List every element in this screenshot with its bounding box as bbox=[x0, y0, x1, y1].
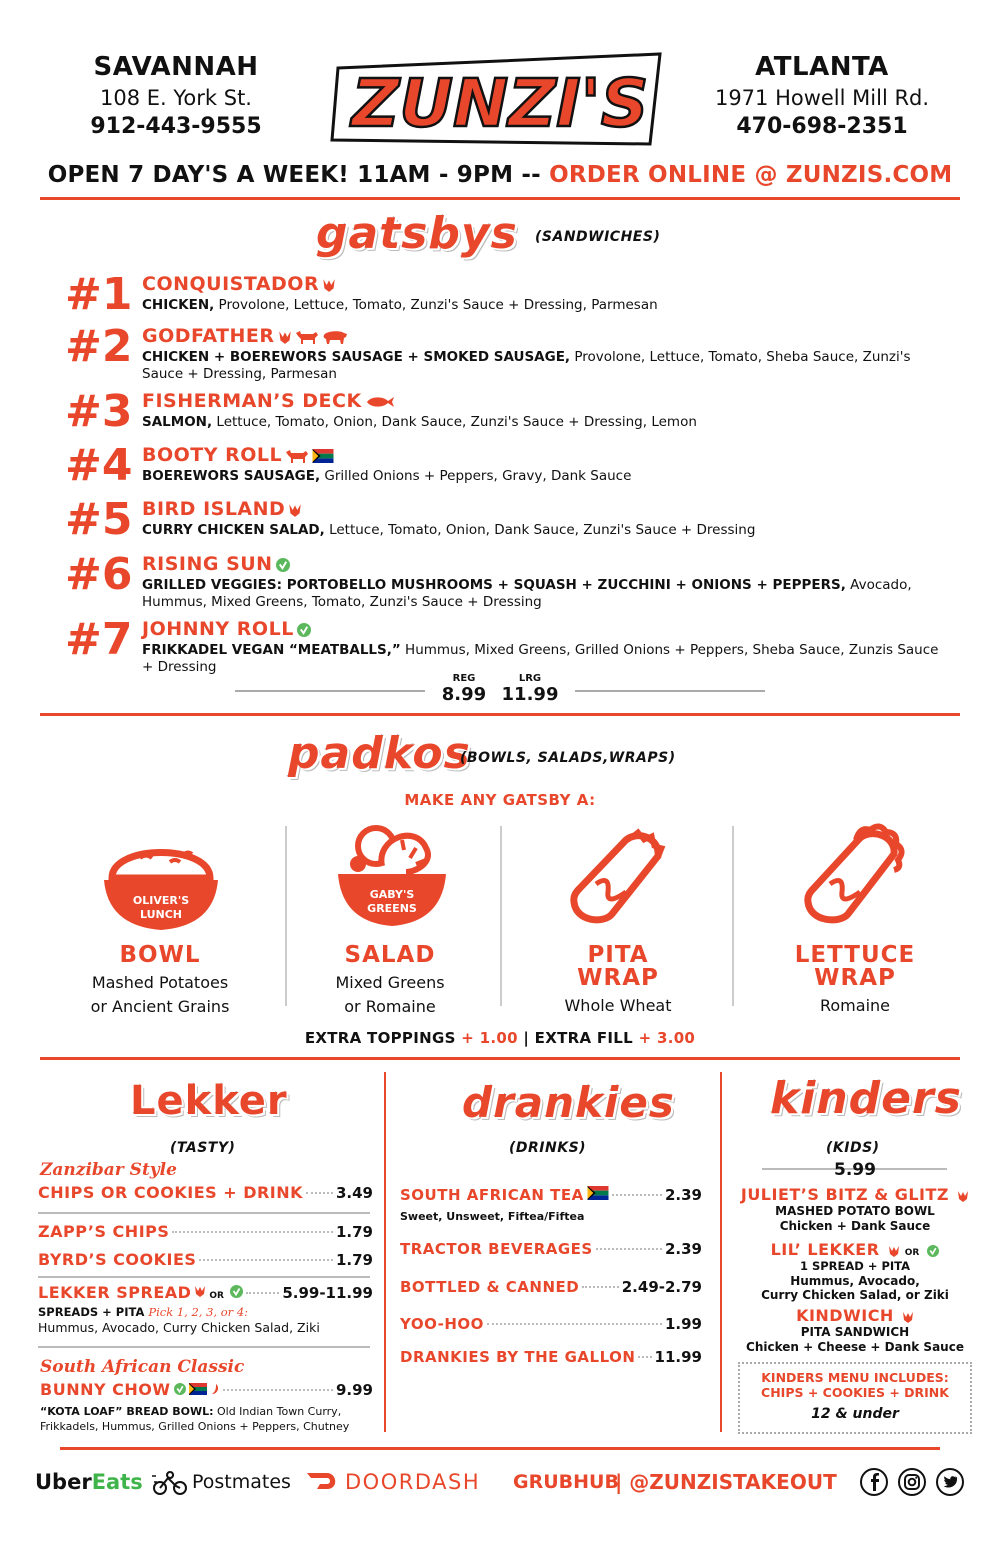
item-name bbox=[142, 273, 336, 295]
option-desc: or Ancient Grains bbox=[90, 997, 230, 1016]
item-price: 2.49-2.79 bbox=[621, 1278, 702, 1296]
item-number: #3 bbox=[65, 386, 133, 437]
item-name bbox=[142, 618, 311, 640]
vegan-icon bbox=[174, 1383, 186, 1395]
option-lettuce-wrap bbox=[745, 944, 965, 1018]
salad-icon bbox=[336, 818, 448, 930]
divider bbox=[575, 690, 765, 692]
kinders-item bbox=[730, 1306, 980, 1355]
item-description bbox=[142, 468, 942, 485]
divider bbox=[40, 1057, 960, 1060]
option-desc: Mixed Greens bbox=[335, 973, 445, 992]
item-name: DRANKIES BY THE GALLON bbox=[400, 1348, 636, 1366]
footer bbox=[35, 1462, 965, 1502]
menu-row bbox=[38, 1250, 373, 1269]
postmates-text: Postmates bbox=[192, 1471, 291, 1493]
item-name: BOTTLED & CANNED bbox=[400, 1278, 580, 1296]
drink-row bbox=[400, 1240, 702, 1258]
dot-leader bbox=[638, 1356, 651, 1358]
item-name-text: JOHNNY ROLL bbox=[142, 618, 294, 640]
kinders-item bbox=[730, 1240, 980, 1302]
bowl-badge-line2: LUNCH bbox=[139, 908, 183, 921]
option-name: LETTUCE WRAP bbox=[794, 942, 916, 991]
divider bbox=[732, 826, 734, 1006]
kinders-item bbox=[730, 1185, 980, 1234]
chicken-icon bbox=[278, 329, 292, 345]
vegan-icon bbox=[276, 558, 290, 572]
dot-leader bbox=[612, 1194, 662, 1196]
lrg-price: 11.99 bbox=[501, 684, 559, 705]
item-name: ZAPP’S CHIPS bbox=[38, 1222, 170, 1241]
salad-badge-line2: GREENS bbox=[367, 902, 417, 915]
item-desc-bold: CHICKEN, bbox=[142, 297, 215, 313]
item-desc: Grilled Onions + Peppers, Gravy, Dank Sauce bbox=[320, 468, 632, 484]
lettuce-wrap-icon bbox=[800, 822, 912, 930]
item-price: 1.99 bbox=[664, 1315, 702, 1333]
grubhub-logo[interactable]: GRUBHUB bbox=[513, 1471, 619, 1493]
or-text: OR bbox=[209, 1291, 224, 1301]
item-desc: Lettuce, Tomato, Onion, Dank Sauce, Zunzi's Sauce + Dressing, Lemon bbox=[212, 414, 697, 430]
drink-row bbox=[400, 1186, 702, 1204]
drink-row bbox=[400, 1315, 702, 1333]
extra-fill-price: + 3.00 bbox=[638, 1029, 696, 1047]
chicken-icon bbox=[902, 1310, 914, 1324]
item-name-text: CONQUISTADOR bbox=[142, 273, 320, 295]
item-name-text: RISING SUN bbox=[142, 553, 273, 575]
option-desc: or Romaine bbox=[344, 997, 436, 1016]
zanzibar-style-label: Zanzibar Style bbox=[40, 1160, 177, 1180]
south-african-classic-label: South African Classic bbox=[40, 1357, 245, 1377]
gatsbys-subtitle: (SANDWICHES) bbox=[535, 229, 661, 245]
item-description bbox=[142, 642, 942, 676]
reg-label: REG bbox=[452, 673, 476, 684]
drankies-title: drankies bbox=[462, 1078, 675, 1127]
spread-description bbox=[38, 1305, 378, 1336]
item-name bbox=[142, 553, 290, 575]
divider bbox=[384, 1072, 386, 1432]
lekker-title: Lekker bbox=[130, 1078, 288, 1124]
item-number: #7 bbox=[65, 614, 133, 665]
city-name: SAVANNAH bbox=[93, 52, 259, 82]
item-desc-bold: BOEREWORS SAUSAGE, bbox=[142, 468, 321, 484]
age-limit: 12 & under bbox=[811, 1406, 899, 1422]
menu-row bbox=[40, 1380, 373, 1399]
option-pita-wrap bbox=[508, 944, 728, 1018]
chicken-icon bbox=[957, 1189, 969, 1203]
divider bbox=[38, 1212, 370, 1214]
chicken-icon bbox=[288, 502, 302, 518]
item-description bbox=[142, 297, 942, 314]
spread-sub2: Hummus, Avocado, Curry Chicken Salad, Ziki bbox=[38, 1320, 320, 1335]
item-price: 1.79 bbox=[335, 1251, 373, 1269]
dot-leader bbox=[582, 1286, 619, 1288]
or-text: OR bbox=[904, 1248, 920, 1258]
hours-banner bbox=[0, 162, 1000, 188]
drink-row bbox=[400, 1278, 702, 1296]
item-name-text: FISHERMAN’S DECK bbox=[142, 390, 362, 412]
item-desc-bold: FRIKKADEL VEGAN “MEATBALLS,” bbox=[142, 642, 401, 658]
box-line: CHIPS + COOKIES + DRINK bbox=[761, 1385, 949, 1400]
menu-row bbox=[38, 1183, 373, 1202]
option-desc: Whole Wheat bbox=[564, 996, 672, 1015]
extra-fill-label: EXTRA FILL bbox=[534, 1029, 634, 1047]
item-description bbox=[142, 414, 942, 431]
make-any-gatsby: MAKE ANY GATSBY A: bbox=[404, 791, 596, 809]
address: 108 E. York St. bbox=[100, 86, 252, 110]
chicken-icon bbox=[888, 1244, 900, 1258]
doordash-icon bbox=[305, 1471, 339, 1493]
item-name: LEKKER SPREAD bbox=[38, 1283, 192, 1302]
item-desc-bold: GRILLED VEGGIES: PORTOBELLO MUSHROOMS + SQUASH + ZUCCHINI + ONIONS + PEPPERS, bbox=[142, 577, 846, 593]
dot-leader bbox=[306, 1192, 333, 1194]
item-desc: Hummus, Mixed Greens, Grilled Onions + Peppers, Sheba Sauce, Zunzis Sauce + Dressing bbox=[142, 642, 939, 675]
item-name-text: GODFATHER bbox=[142, 325, 275, 347]
uber-eats-logo[interactable] bbox=[35, 1470, 150, 1494]
savannah-location bbox=[66, 52, 286, 139]
item-name-text: BOOTY ROLL bbox=[142, 444, 283, 466]
item-line: MASHED POTATO BOWL bbox=[775, 1204, 935, 1218]
item-name: BUNNY CHOW bbox=[40, 1380, 171, 1399]
phone-number[interactable]: 470-698-2351 bbox=[736, 114, 908, 139]
south-africa-flag-icon bbox=[189, 1383, 207, 1395]
item-price: 3.49 bbox=[335, 1184, 373, 1202]
extras-separator: | bbox=[517, 1029, 535, 1047]
fish-icon bbox=[365, 395, 395, 409]
item-name: TRACTOR BEVERAGES bbox=[400, 1240, 593, 1258]
hours-text: OPEN 7 DAY'S A WEEK! 11AM - 9PM -- bbox=[47, 162, 541, 188]
bunny-sub: Old Indian Town Curry, Frikkadels, Hummus, Grilled Onions + Peppers, Chutney bbox=[40, 1405, 350, 1433]
item-price: 2.39 bbox=[664, 1186, 702, 1204]
zunzis-logo bbox=[330, 48, 670, 156]
item-line: Chicken + Dank Sauce bbox=[779, 1219, 931, 1233]
vegan-icon bbox=[927, 1245, 939, 1257]
bunny-description bbox=[40, 1404, 380, 1434]
item-price: 2.39 bbox=[664, 1240, 702, 1258]
salad-badge-line1: GABY'S bbox=[369, 888, 415, 901]
doordash-text: DOORDASH bbox=[345, 1470, 481, 1494]
item-price: 5.99-11.99 bbox=[282, 1284, 373, 1302]
item-name bbox=[142, 444, 334, 466]
item-name: CHIPS OR COOKIES + DRINK bbox=[38, 1183, 304, 1202]
phone-number[interactable]: 912-443-9555 bbox=[90, 114, 262, 139]
south-africa-flag-icon bbox=[312, 449, 334, 463]
dot-leader bbox=[246, 1292, 279, 1294]
reg-price: 8.99 bbox=[441, 684, 487, 705]
eats-text: Eats bbox=[91, 1470, 143, 1494]
uber-text: Uber bbox=[35, 1470, 92, 1494]
dot-leader bbox=[199, 1259, 333, 1261]
dot-leader bbox=[487, 1323, 662, 1325]
dot-leader bbox=[596, 1248, 662, 1250]
item-description bbox=[142, 349, 942, 383]
item-name: LIL’ LEKKER bbox=[770, 1240, 880, 1259]
divider bbox=[38, 1276, 370, 1278]
item-desc-bold: CURRY CHICKEN SALAD, bbox=[142, 522, 325, 538]
item-desc: Avocado, Hummus, Mixed Greens, Tomato, Zunzi's Sauce + Dressing bbox=[142, 577, 912, 610]
kinders-info-box bbox=[738, 1362, 972, 1434]
logo-text: ZUNZI'S bbox=[351, 65, 649, 142]
drankies-subtitle: (DRINKS) bbox=[509, 1140, 587, 1156]
gatsbys-title: gatsbys bbox=[316, 208, 518, 259]
item-number: #1 bbox=[65, 269, 133, 320]
item-desc-bold: CHICKEN + BOEREWORS SAUSAGE + SMOKED SAUSAGE, bbox=[142, 349, 571, 365]
dot-leader bbox=[172, 1231, 333, 1233]
divider bbox=[500, 826, 502, 1006]
item-name: BYRD’S COOKIES bbox=[38, 1250, 197, 1269]
pita-wrap-icon bbox=[568, 826, 668, 930]
item-description bbox=[142, 577, 942, 611]
padkos-subtitle: (BOWLS, SALADS,WRAPS) bbox=[460, 750, 676, 766]
option-name: SALAD bbox=[344, 942, 436, 968]
kinders-title: kinders bbox=[770, 1073, 962, 1124]
option-desc: Romaine bbox=[819, 996, 890, 1015]
kinders-subtitle: (KIDS) bbox=[826, 1140, 880, 1156]
item-line: PITA SANDWICH bbox=[800, 1325, 910, 1339]
option-name: BOWL bbox=[119, 942, 201, 968]
doordash-logo[interactable] bbox=[305, 1470, 505, 1494]
social-handle[interactable]: | @ZUNZISTAKEOUT bbox=[615, 1470, 837, 1494]
item-desc: Provolone, Lettuce, Tomato, Sheba Sauce, Zunzi's Sauce + Dressing, Parmesan bbox=[142, 349, 911, 382]
item-line: Curry Chicken Salad, or Ziki bbox=[761, 1288, 949, 1302]
item-name bbox=[142, 325, 348, 347]
item-price: 9.99 bbox=[335, 1381, 373, 1399]
bowl-icon bbox=[100, 830, 222, 938]
item-name bbox=[142, 498, 302, 520]
cow-icon bbox=[295, 329, 319, 345]
item-price: 11.99 bbox=[654, 1348, 702, 1366]
chicken-icon bbox=[322, 277, 336, 293]
chili-icon bbox=[210, 1383, 220, 1395]
spread-sub1: SPREADS + PITA bbox=[38, 1305, 145, 1319]
south-africa-flag-icon bbox=[587, 1186, 609, 1200]
divider bbox=[40, 713, 960, 716]
option-bowl bbox=[50, 944, 270, 1019]
item-description bbox=[142, 522, 942, 539]
bowl-badge-line1: OLIVER'S bbox=[132, 894, 190, 907]
drink-sub: Sweet, Unsweet, Fiftea/Fiftea bbox=[400, 1210, 585, 1223]
dot-leader bbox=[223, 1389, 333, 1391]
vegan-icon bbox=[230, 1285, 243, 1298]
menu-row bbox=[38, 1222, 373, 1241]
option-salad bbox=[280, 944, 500, 1019]
lekker-subtitle: (TASTY) bbox=[170, 1140, 236, 1156]
address: 1971 Howell Mill Rd. bbox=[714, 86, 930, 110]
chicken-icon bbox=[194, 1284, 206, 1298]
lrg-label: LRG bbox=[518, 673, 542, 684]
extras-line bbox=[0, 1029, 1000, 1047]
extra-toppings-label: EXTRA TOPPINGS bbox=[304, 1029, 456, 1047]
divider bbox=[60, 1447, 940, 1450]
pig-icon bbox=[322, 329, 348, 345]
vegan-icon bbox=[297, 623, 311, 637]
cow-icon bbox=[285, 448, 309, 464]
box-line: KINDERS MENU INCLUDES: bbox=[761, 1370, 949, 1385]
item-name: JULIET’S BITZ & GLITZ bbox=[740, 1185, 950, 1204]
option-desc: Mashed Potatoes bbox=[91, 973, 229, 992]
instagram-icon[interactable] bbox=[897, 1467, 927, 1497]
postmates-courier-icon bbox=[150, 1468, 190, 1496]
bunny-sub-bold: “KOTA LOAF” BREAD BOWL: bbox=[40, 1405, 214, 1418]
facebook-icon[interactable] bbox=[859, 1467, 889, 1497]
option-name: PITA WRAP bbox=[577, 942, 659, 991]
divider bbox=[40, 197, 960, 200]
item-name-text: BIRD ISLAND bbox=[142, 498, 286, 520]
city-name: ATLANTA bbox=[755, 52, 889, 82]
divider bbox=[38, 1346, 370, 1348]
menu-row bbox=[38, 1283, 373, 1302]
item-desc: Provolone, Lettuce, Tomato, Zunzi's Sauce + Dressing, Parmesan bbox=[214, 297, 658, 313]
item-name bbox=[142, 390, 395, 412]
extra-toppings-price: + 1.00 bbox=[461, 1029, 518, 1047]
item-name: KINDWICH bbox=[796, 1306, 894, 1325]
spread-pick: Pick 1, 2, 3, or 4: bbox=[148, 1305, 249, 1319]
item-name: YOO-HOO bbox=[400, 1315, 484, 1333]
divider bbox=[720, 1072, 722, 1432]
item-desc: Lettuce, Tomato, Onion, Dank Sauce, Zunzi's Sauce + Dressing bbox=[324, 522, 756, 538]
item-number: #2 bbox=[65, 321, 133, 372]
item-number: #6 bbox=[65, 549, 133, 600]
twitter-icon[interactable] bbox=[935, 1467, 965, 1497]
item-desc-bold: SALMON, bbox=[142, 414, 213, 430]
kinders-price: 5.99 bbox=[834, 1160, 876, 1180]
item-number: #5 bbox=[65, 494, 133, 545]
postmates-logo[interactable] bbox=[150, 1468, 300, 1496]
atlanta-location bbox=[712, 52, 932, 139]
item-line: Hummus, Avocado, bbox=[790, 1274, 920, 1288]
item-line: 1 SPREAD + PITA bbox=[799, 1259, 911, 1273]
item-line: Chicken + Cheese + Dank Sauce bbox=[746, 1340, 964, 1354]
item-number: #4 bbox=[65, 440, 133, 491]
drink-row bbox=[400, 1348, 702, 1366]
order-online-link[interactable]: ORDER ONLINE @ ZUNZIS.COM bbox=[549, 162, 953, 188]
item-name: SOUTH AFRICAN TEA bbox=[400, 1186, 584, 1204]
item-price: 1.79 bbox=[335, 1223, 373, 1241]
divider bbox=[235, 690, 425, 692]
padkos-title: padkos bbox=[288, 728, 471, 779]
